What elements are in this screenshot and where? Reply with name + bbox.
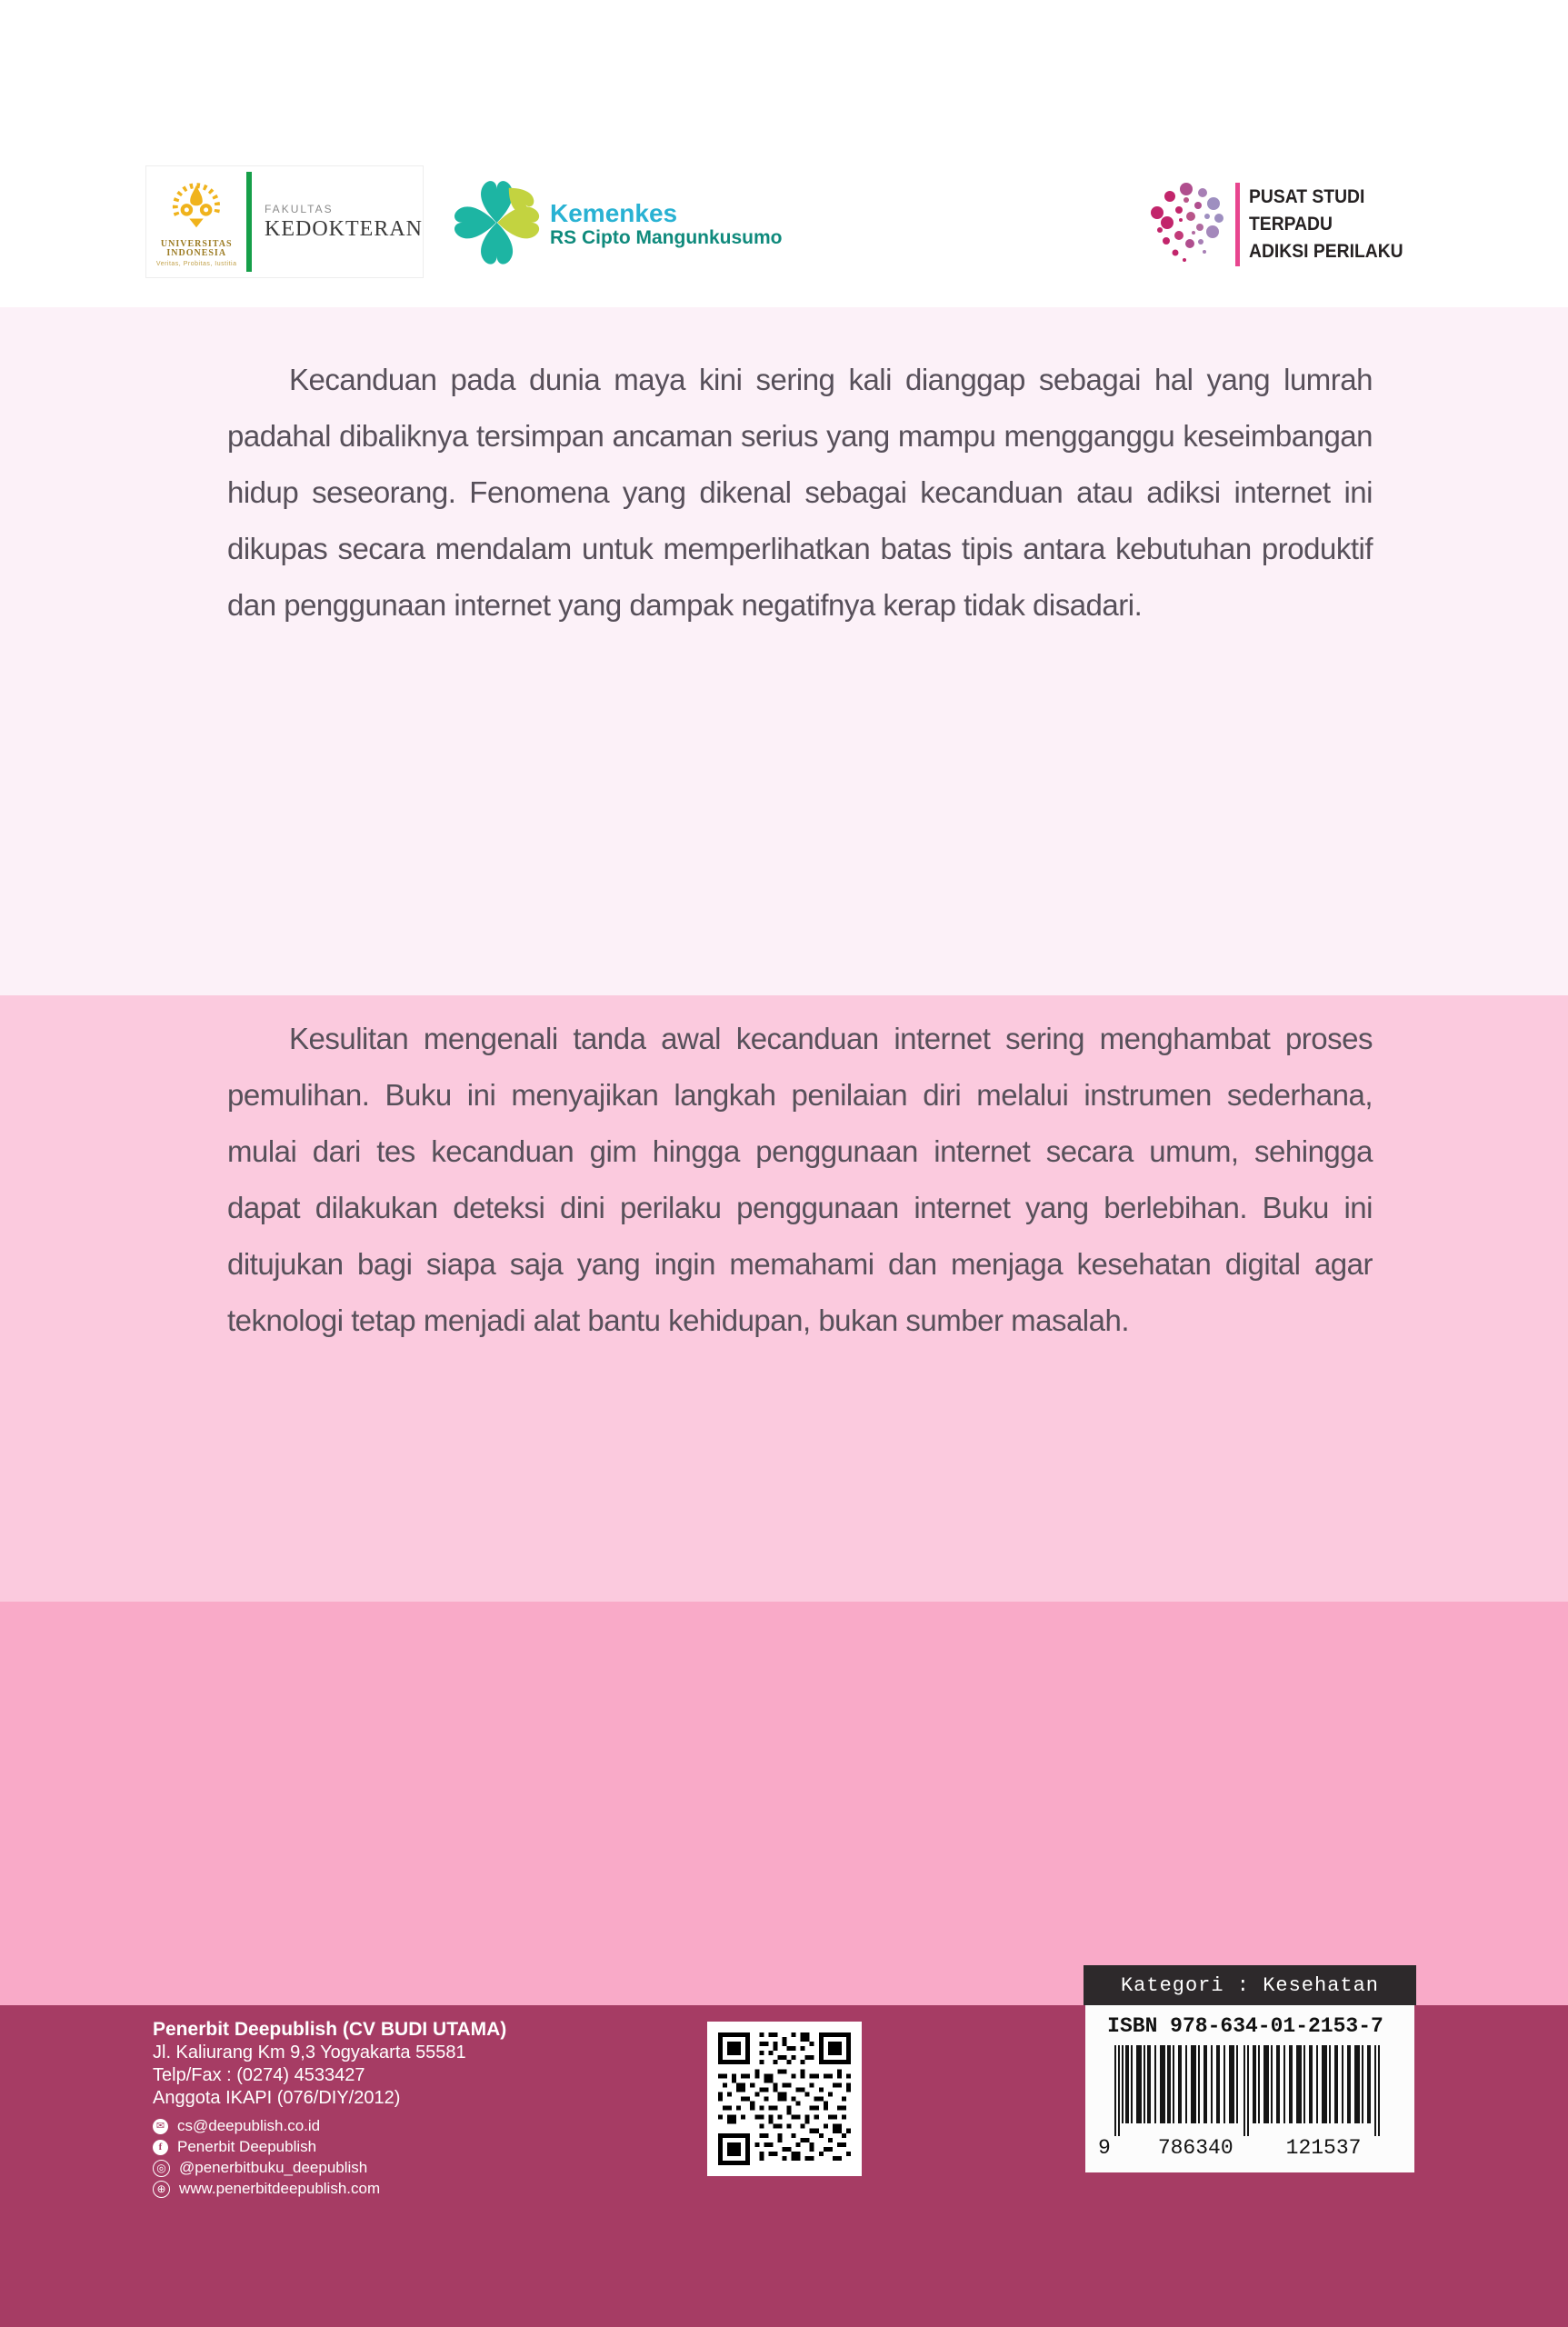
publisher-name: Penerbit Deepublish (CV BUDI UTAMA) xyxy=(153,2019,507,2040)
pstap-wordmark: PUSAT STUDI TERPADU ADIKSI PERILAKU xyxy=(1249,185,1403,262)
ui-motto: Veritas, Probitas, Iustitia xyxy=(155,261,237,267)
isbn-number: ISBN 978-634-01-2153-7 xyxy=(1107,2014,1383,2038)
ui-emblem-column xyxy=(146,166,246,277)
publisher-membership: Anggota IKAPI (076/DIY/2012) xyxy=(153,2088,401,2108)
kemenkes-clover-icon xyxy=(452,171,543,277)
contact-instagram: ◎ @penerbitbuku_deepublish xyxy=(153,2159,506,2177)
pstap-brain-icon xyxy=(1148,180,1228,268)
contact-email: ✉ cs@deepublish.co.id xyxy=(153,2117,506,2135)
facebook-icon: f xyxy=(153,2140,168,2155)
kemenkes-wordmark: Kemenkes RS Cipto Mangunkusumo xyxy=(550,198,783,248)
synopsis-2-wrap xyxy=(0,995,1568,1602)
pstap-divider xyxy=(1235,183,1240,266)
publisher-address: Jl. Kaliurang Km 9,3 Yogyakarta 55581 xyxy=(153,2042,466,2062)
barcode-digits: 9 786340 121537 xyxy=(1098,2136,1362,2160)
pstap-logo xyxy=(1148,180,1416,268)
ui-university-name: UNIVERSITAS INDONESIA xyxy=(160,239,233,258)
footer-content xyxy=(0,2005,1568,2327)
synopsis-paragraph-1: Kecanduan pada dunia maya kini sering kali dianggap sebagai hal yang lumrah padahal dibaliknya tersimpan ancaman serius yang mampu mengganggu keseimbangan hidup seseorang. Fenomena yang dikenal sebagai kecanduan atau adiksi internet ini dikupas secara mendalam untuk memperlihatkan batas tipis antara kebutuhan produktif dan penggunaan internet yang dampak negatifnya kerap tidak disadari. xyxy=(227,363,1373,622)
ui-makara-icon xyxy=(170,180,223,237)
accent-band xyxy=(0,1602,1568,2005)
publisher-phone: Telp/Fax : (0274) 4533427 xyxy=(153,2065,365,2085)
faculty-label: FAKULTAS KEDOKTERAN xyxy=(265,202,423,241)
kemenkes-logo xyxy=(452,171,783,277)
globe-icon: ⊕ xyxy=(153,2181,170,2198)
publisher-contacts xyxy=(153,2117,506,2198)
category-badge: Kategori : Kesehatan xyxy=(1084,1965,1416,2005)
publisher-block xyxy=(153,2018,506,2198)
instagram-icon: ◎ xyxy=(153,2160,170,2177)
contact-facebook: f Penerbit Deepublish xyxy=(153,2138,506,2156)
synopsis-paragraph-2: Kesulitan mengenali tanda awal kecanduan internet sering menghambat proses pemulihan. Buku ini menyajikan langkah penilaian diri melalui instrumen sederhana, mulai dari tes kecanduan gim hingga penggunaan internet secara umum, sehingga dapat dilakukan deteksi dini perilaku penggunaan internet yang berlebihan. Buku ini ditujukan bagi siapa saja yang ingin memahami dan menjaga kesehatan digital agar teknologi tetap menjadi alat bantu kehidupan, bukan sumber masalah. xyxy=(227,1022,1373,1337)
contact-website: ⊕ www.penerbitdeepublish.com xyxy=(153,2180,506,2198)
qr-code xyxy=(707,2022,862,2176)
universitas-indonesia-logo xyxy=(145,165,424,278)
email-icon: ✉ xyxy=(153,2119,168,2134)
